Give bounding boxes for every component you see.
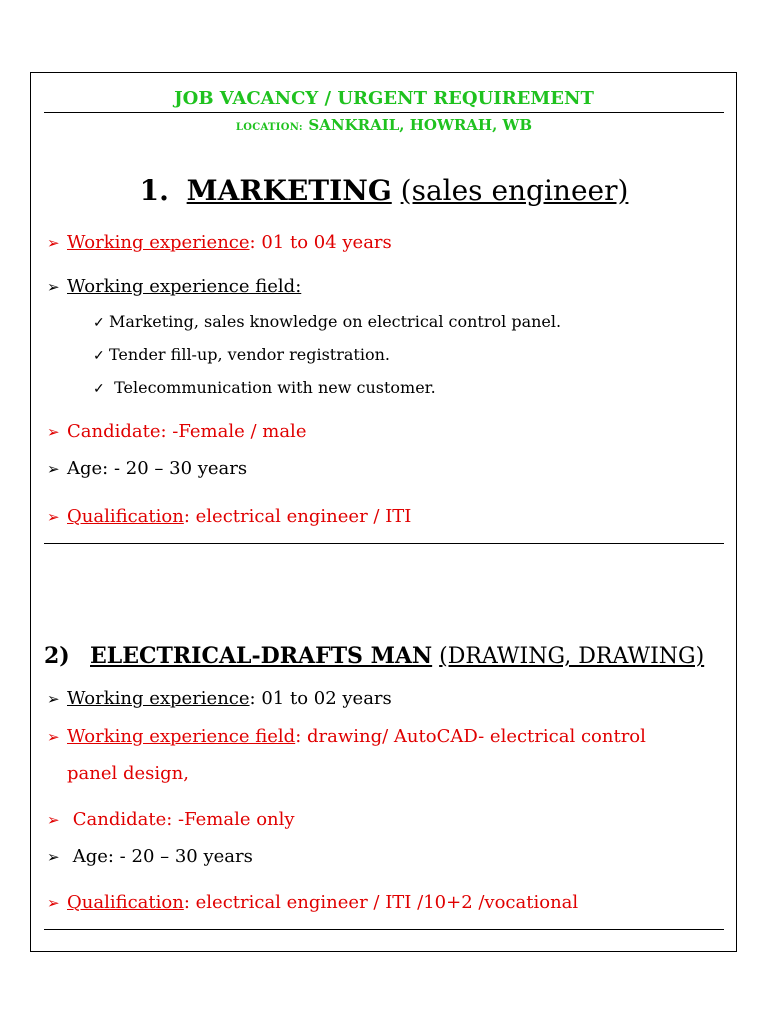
- section2-experience-value: : 01 to 02 years: [249, 688, 392, 709]
- section1-experience: [47, 232, 392, 253]
- arrowhead-bullet-icon: ➢: [47, 508, 60, 526]
- section2-field-continuation: panel design,: [67, 763, 189, 784]
- section1-age: ➢ Age: - 20 – 30 years: [47, 458, 248, 479]
- section1-divider: [44, 543, 724, 544]
- checkmark-icon: ✓: [93, 315, 105, 331]
- section2-qualification: [47, 892, 578, 913]
- section2-age: ➢ Age: - 20 – 30 years: [47, 846, 253, 867]
- arrowhead-bullet-icon: ➢: [47, 848, 60, 866]
- section2-number: 2): [44, 643, 70, 669]
- section2-divider: [44, 929, 724, 930]
- section2-qualification-value: : electrical engineer / ITI /10+2 /vocational: [183, 892, 579, 913]
- section1-qualification: [47, 506, 411, 527]
- checkmark-icon: ✓: [93, 348, 105, 364]
- section1-experience-value: : 01 to 04 years: [249, 232, 392, 253]
- section2-candidate: ➢ Candidate: -Female only: [47, 809, 295, 830]
- arrowhead-bullet-icon: ➢: [47, 728, 60, 746]
- section1-qualification-value: : electrical engineer / ITI: [183, 506, 412, 527]
- section1-field-item: ✓ Marketing, sales knowledge on electrical control panel.: [93, 312, 562, 331]
- arrowhead-bullet-icon: ➢: [47, 278, 60, 296]
- section1-subtitle: (sales engineer): [400, 174, 629, 207]
- location-value: SANKRAIL, HOWRAH, WB: [308, 116, 533, 134]
- section2-experience: [47, 688, 392, 709]
- vacancy-title: JOB VACANCY / URGENT REQUIREMENT: [174, 88, 594, 109]
- arrowhead-bullet-icon: ➢: [47, 460, 60, 478]
- section1-candidate: ➢ Candidate: -Female / male: [47, 421, 307, 442]
- section1-experience-label: Working experience: [67, 232, 250, 253]
- section2-field: [47, 726, 646, 747]
- section1-field-item: ✓ Telecommunication with new customer.: [93, 378, 436, 397]
- section1-field: [47, 276, 301, 297]
- section2-experience-label: Working experience: [67, 688, 250, 709]
- section2-heading: [44, 643, 704, 669]
- section2-subtitle: (DRAWING, DRAWING): [439, 644, 705, 669]
- section2-title: ELECTRICAL-DRAFTS MAN: [90, 643, 433, 669]
- section1-number: 1.: [139, 174, 169, 207]
- arrowhead-bullet-icon: ➢: [47, 811, 60, 829]
- location-label: LOCATION:: [235, 122, 303, 133]
- section2-qualification-label: Qualification: [67, 892, 184, 913]
- arrowhead-bullet-icon: ➢: [47, 894, 60, 912]
- section1-title: MARKETING: [186, 174, 392, 207]
- section1-field-label: Working experience field:: [67, 276, 302, 297]
- arrowhead-bullet-icon: ➢: [47, 423, 60, 441]
- arrowhead-bullet-icon: ➢: [47, 690, 60, 708]
- section2-field-value: : drawing/ AutoCAD- electrical control: [295, 726, 646, 747]
- section2-field-label: Working experience field: [67, 726, 296, 747]
- header-divider: [44, 112, 724, 113]
- location-line: [0, 115, 768, 134]
- checkmark-icon: ✓: [93, 381, 105, 397]
- section1-heading: [0, 174, 768, 207]
- arrowhead-bullet-icon: ➢: [47, 234, 60, 252]
- section1-field-item: ✓ Tender fill-up, vendor registration.: [93, 345, 390, 364]
- section1-qualification-label: Qualification: [67, 506, 184, 527]
